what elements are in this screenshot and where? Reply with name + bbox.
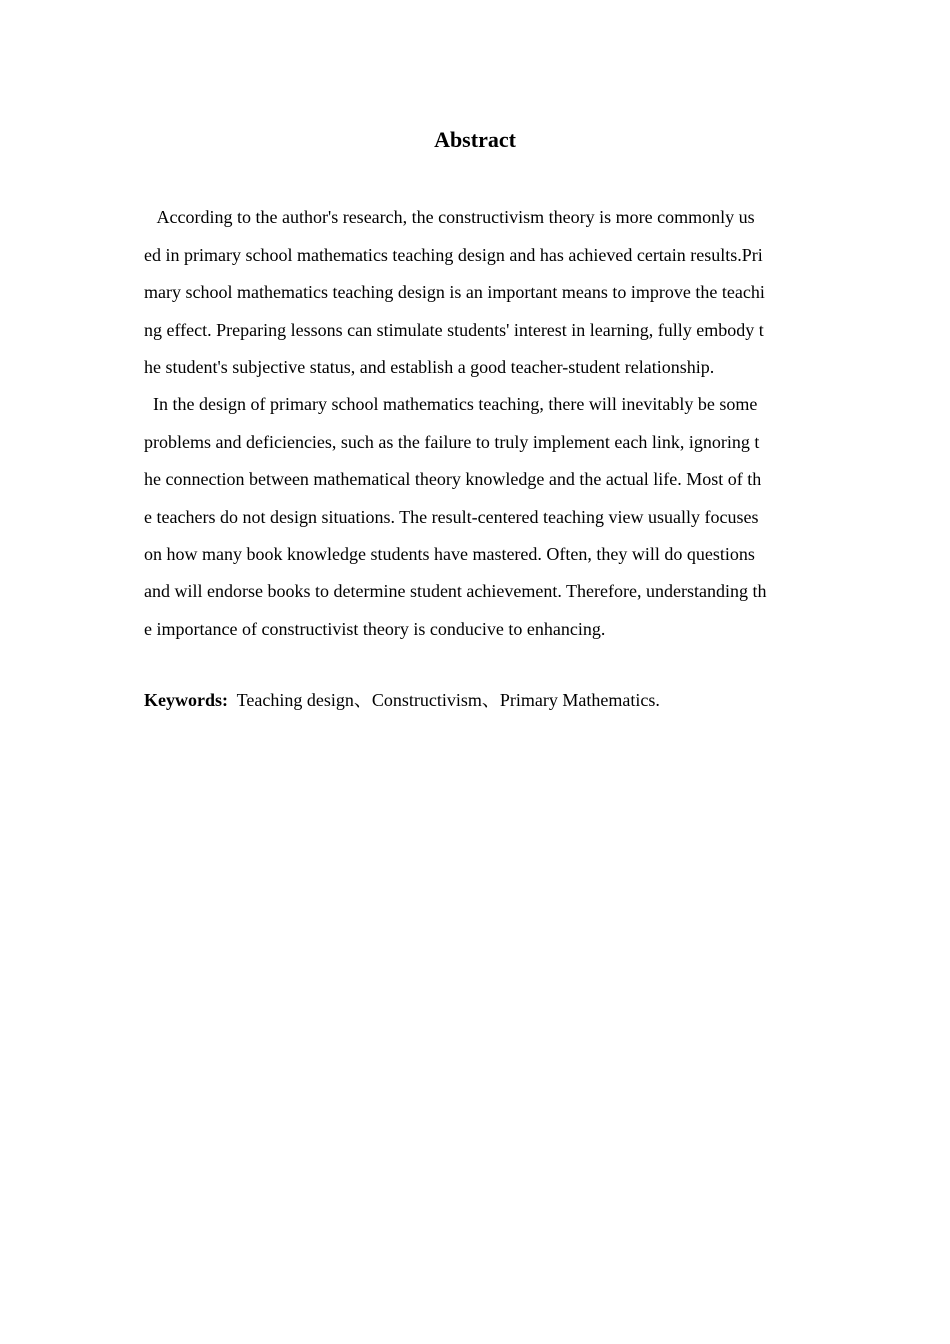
paragraph1-line-4: ng effect. Preparing lessons can stimulate students' interest in learning, fully embody t: [144, 320, 764, 340]
keywords-label: Keywords:: [144, 690, 228, 710]
paragraph1-line-2: ed in primary school mathematics teaching design and has achieved certain results.Pri: [144, 245, 763, 265]
paragraph2-line-4: e teachers do not design situations. The result-centered teaching view usually focuses: [144, 507, 759, 527]
paragraph1-line-5: he student's subjective status, and establish a good teacher-student relationship.: [144, 357, 715, 377]
keywords-line: [144, 688, 660, 712]
paragraph2-line-7: e importance of constructivist theory is conducive to enhancing.: [144, 619, 606, 639]
paragraph2-line-2: problems and deficiencies, such as the failure to truly implement each link, ignoring t: [144, 432, 760, 452]
paragraph1-line-1: According to the author's research, the constructivism theory is more commonly us: [144, 207, 755, 227]
paragraph2-line-1: In the design of primary school mathematics teaching, there will inevitably be some: [144, 394, 758, 414]
paragraph1-line-3: mary school mathematics teaching design is an important means to improve the teachi: [144, 282, 765, 302]
paragraph2-line-5: on how many book knowledge students have mastered. Often, they will do questions: [144, 544, 755, 564]
keywords-text: Teaching design、Constructivism、Primary Mathematics.: [228, 690, 660, 710]
abstract-title: Abstract: [434, 127, 516, 152]
paragraph2-line-3: he connection between mathematical theory knowledge and the actual life. Most of th: [144, 469, 762, 489]
paragraph2-line-6: and will endorse books to determine student achievement. Therefore, understanding th: [144, 581, 767, 601]
